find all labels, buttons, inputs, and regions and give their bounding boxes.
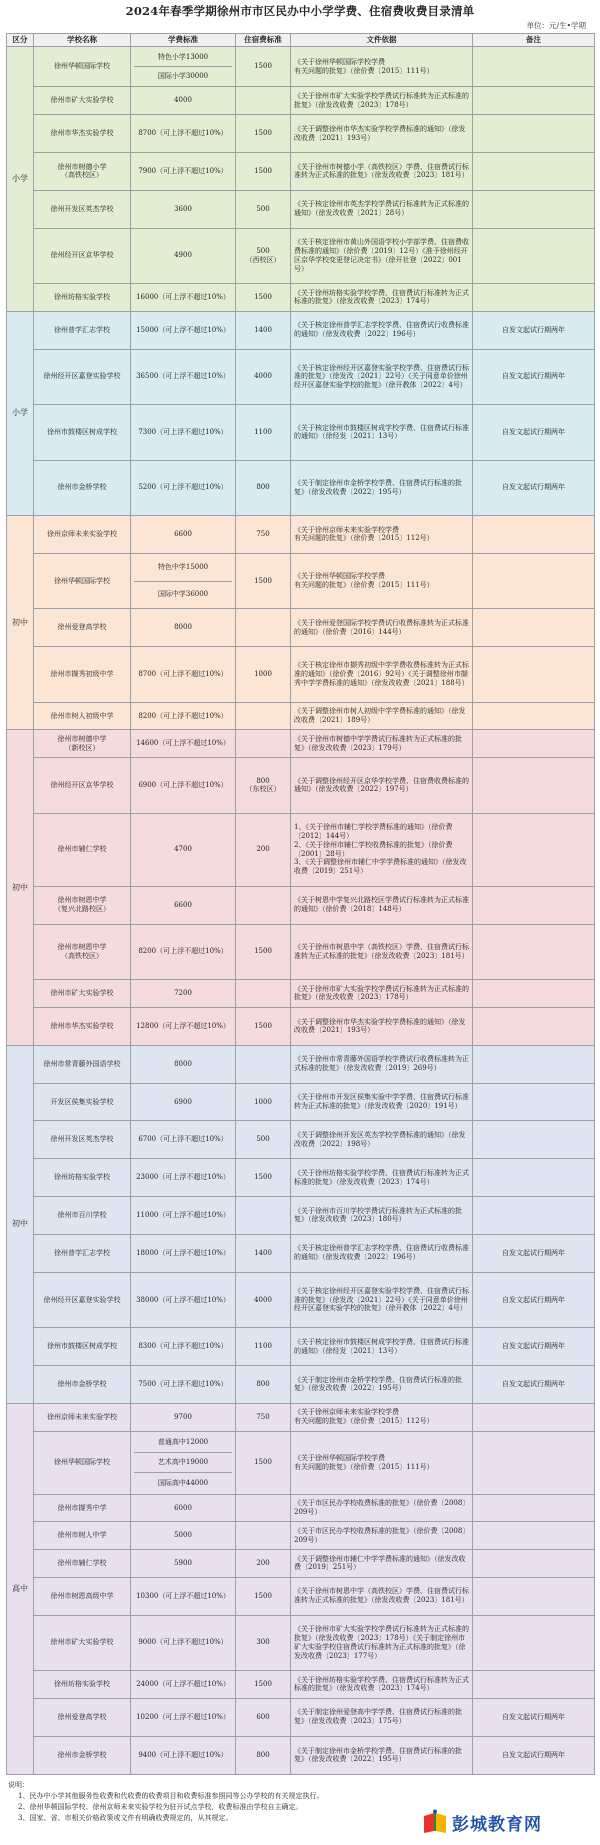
tuition-cell: 3600 [131, 190, 236, 228]
dorm-fee-cell [236, 980, 291, 1008]
school-name-cell: 徐州市华杰实验学校 [34, 115, 131, 153]
school-name-cell: 徐州经开区嘉登实验学校 [34, 1272, 131, 1327]
remark-cell [473, 516, 595, 554]
dorm-fee-cell [236, 886, 291, 924]
note-line: 1、民办中小学其他服务性收费和代收费的收费项目和收费标准参照同等公办学校的有关规定执行。 [18, 1791, 324, 1800]
school-name-cell: 徐州市金桥学校 [34, 1736, 131, 1774]
school-name-cell: 徐州经开区嘉登实验学校 [34, 349, 131, 404]
tuition-cell: 9700 [131, 1403, 236, 1431]
remark-cell: 自发文起试行期两年 [473, 1272, 595, 1327]
table-row [7, 1328, 595, 1366]
tuition-subitem: 国际小学30000 [157, 71, 209, 80]
tuition-cell: 8000 [131, 1045, 236, 1083]
header-school-name: 学校名称 [34, 34, 131, 47]
basis-cell: 《关于制定徐州市金桥学校学费、住宿费试行标准的批复》（徐发改收费〔2022〕195号） [291, 1365, 473, 1403]
level-cell: 小学 [7, 311, 34, 515]
remark-cell [473, 730, 595, 758]
tuition-cell: 8200（可上浮不超过10%） [131, 924, 236, 979]
remark-cell: 自发文起试行期两年 [473, 1365, 595, 1403]
dorm-fee-cell [236, 702, 291, 730]
table-row [7, 1234, 595, 1272]
table-row [7, 647, 595, 702]
basis-cell: 《关于徐州华顿国际学校学费 有关问题的批复》（徐价费〔2015〕111号） [291, 47, 473, 87]
basis-cell: 《关于徐州京师未来实验学校学费 有关问题的批复》（徐价费〔2015〕112号） [291, 1403, 473, 1431]
school-name-cell: 徐州市撷秀初级中学 [34, 647, 131, 702]
tuition-cell: 23000（可上浮不超过10%） [131, 1159, 236, 1197]
remark-cell [473, 924, 595, 979]
remark-cell: 自发文起试行期两年 [473, 1736, 595, 1774]
basis-cell: 《关于核定徐州市鼓楼区树成学校学费、住宿费试行标准的通知》（徐经发〔2021〕13号） [291, 1328, 473, 1366]
logo-text: 彭城教育网 [452, 1814, 542, 1835]
tuition-cell: 8000 [131, 609, 236, 647]
basis-cell: 《关于制定徐州市金桥学校学费、住宿费试行标准的批复》（徐发改收费〔2022〕195号） [291, 460, 473, 515]
table-row [7, 516, 595, 554]
dorm-fee-cell: 800 [236, 460, 291, 515]
basis-cell: 《关于徐州市树恩中学（高铁校区）学费、住宿费试行标准转为正式标准的批复》（徐发改收费〔2023〕181号） [291, 1577, 473, 1615]
tuition-subitem: 艺术高中19000 [134, 1453, 232, 1473]
basis-cell: 《关于核定徐州市英杰学校学费试行标准转为正式标准的通知》（徐发改收费〔2021〕28号） [291, 190, 473, 228]
tuition-cell: 6900（可上浮不超过10%） [131, 758, 236, 813]
table-row [7, 730, 595, 758]
tuition-cell: 5000 [131, 1522, 236, 1550]
tuition-cell: 7900（可上浮不超过10%） [131, 152, 236, 190]
tuition-cell [131, 1431, 236, 1494]
table-row [7, 553, 595, 608]
tuition-cell: 9000（可上浮不超过10%） [131, 1615, 236, 1670]
remark-cell [473, 228, 595, 283]
notes-title: 说明： [8, 1781, 29, 1789]
table-row [7, 1522, 595, 1550]
dorm-fee-cell: 1500 [236, 115, 291, 153]
school-name-cell: 徐州市树恩中学 （复兴北路校区） [34, 886, 131, 924]
tuition-cell: 10200（可上浮不超过10%） [131, 1698, 236, 1736]
basis-cell: 《关于市区民办学校收费标准的批复》（徐价费〔2008〕209号） [291, 1522, 473, 1550]
tuition-cell: 15000（可上浮不超过10%） [131, 311, 236, 349]
remark-cell [473, 1007, 595, 1045]
fee-table [6, 33, 595, 1775]
remark-cell [473, 87, 595, 115]
tuition-cell: 18000（可上浮不超过10%） [131, 1234, 236, 1272]
table-row [7, 1550, 595, 1578]
dorm-fee-cell: 4000 [236, 349, 291, 404]
basis-cell: 《关于调整徐州市华杰实验学校学费标准的通知》（徐发改收费〔2021〕193号） [291, 1007, 473, 1045]
table-row [7, 980, 595, 1008]
school-name-cell: 徐州市辅仁学校 [34, 813, 131, 886]
remark-cell [473, 980, 595, 1008]
dorm-fee-cell: 4000 [236, 1272, 291, 1327]
table-row [7, 813, 595, 886]
remark-cell [473, 1431, 595, 1494]
tuition-cell: 24000（可上浮不超过10%） [131, 1671, 236, 1699]
remark-cell [473, 152, 595, 190]
school-name-cell: 徐州京师未来实验学校 [34, 1403, 131, 1431]
school-name-cell: 徐州普学汇志学校 [34, 1234, 131, 1272]
remark-cell [473, 1494, 595, 1522]
dorm-fee-cell: 1500 [236, 284, 291, 312]
dorm-fee-cell: 1500 [236, 47, 291, 87]
dorm-fee-cell: 1500 [236, 1159, 291, 1197]
school-name-cell: 徐州坊格实验学校 [34, 1159, 131, 1197]
school-name-cell: 徐州爱登高学校 [34, 1698, 131, 1736]
remark-cell [473, 702, 595, 730]
remark-cell [473, 47, 595, 87]
remark-cell [473, 1159, 595, 1197]
school-name-cell: 徐州开发区英杰学校 [34, 1121, 131, 1159]
remark-cell: 自发文起试行期两年 [473, 349, 595, 404]
tuition-cell: 5200（可上浮不超过10%） [131, 460, 236, 515]
table-row [7, 1365, 595, 1403]
school-name-cell: 徐州市树人初级中学 [34, 702, 131, 730]
table-row [7, 190, 595, 228]
dorm-fee-cell: 1000 [236, 647, 291, 702]
tuition-cell: 10300（可上浮不超过10%） [131, 1577, 236, 1615]
tuition-cell: 8200（可上浮不超过10%） [131, 702, 236, 730]
remark-cell [473, 1121, 595, 1159]
dorm-fee-cell: 200 [236, 813, 291, 886]
school-name-cell: 徐州华顿国际学校 [34, 47, 131, 87]
remark-cell: 自发文起试行期两年 [473, 1328, 595, 1366]
table-row [7, 924, 595, 979]
tuition-cell: 4000 [131, 87, 236, 115]
basis-cell: 《关于徐州坊格实验学校学费、住宿费试行标准转为正式标准的批复》（徐发改收费〔2023〕174号） [291, 1159, 473, 1197]
school-name-cell: 徐州经开区京华学校 [34, 758, 131, 813]
basis-cell: 《关于核定徐州普学汇志学校学费、住宿费试行收费标准的通知》（徐发改收费〔2022〕196号） [291, 1234, 473, 1272]
school-name-cell: 徐州经开区京华学校 [34, 228, 131, 283]
table-row [7, 1403, 595, 1431]
table-row [7, 758, 595, 813]
school-name-cell: 徐州市矿大实验学校 [34, 980, 131, 1008]
basis-cell: 《关于徐州华顿国际学校学费 有关问题的批复》（徐价费〔2015〕111号） [291, 553, 473, 608]
school-name-cell: 徐州市树恩中学 （高铁校区） [34, 924, 131, 979]
basis-cell: 《关于调整徐州市树人初级中学学费标准的通知》（徐发改收费〔2021〕189号） [291, 702, 473, 730]
dorm-fee-cell [236, 1522, 291, 1550]
basis-cell: 《关于徐州市树恩中学（高铁校区）学费、住宿费试行标准转为正式标准的批复》（徐发改收费〔2023〕181号） [291, 924, 473, 979]
table-row [7, 1159, 595, 1197]
tuition-cell: 6000 [131, 1494, 236, 1522]
table-row [7, 405, 595, 460]
remark-cell [473, 758, 595, 813]
dorm-fee-cell [236, 1196, 291, 1234]
table-row [7, 1272, 595, 1327]
basis-cell: 《关于徐州市矿大实验学校学费试行标准转为正式标准的批复》（徐发改收费〔2023〕178号） [291, 980, 473, 1008]
dorm-fee-cell: 600 [236, 1698, 291, 1736]
school-name-cell: 徐州普学汇志学校 [34, 311, 131, 349]
basis-cell: 《关于核定徐州市撷秀初级中学学费收费标准转为正式标准的通知》（徐价费〔2016〕92号）《关于调整徐州市撷秀中学学费标准的通知》（徐发改收费〔2021〕188号） [291, 647, 473, 702]
dorm-fee-cell: 1500 [236, 1671, 291, 1699]
basis-cell: 《关于核定徐州经开区嘉登实验学校学费、住宿费试行标准的批复》（徐发改〔2021〕22号）《关于同意单价徐州经开区嘉登实验学校的批复》（徐开教体〔2022〕4号） [291, 1272, 473, 1327]
table-row [7, 228, 595, 283]
remark-cell [473, 1577, 595, 1615]
dorm-fee-cell: 750 [236, 1403, 291, 1431]
tuition-subitem: 国际高中44000 [157, 1478, 209, 1487]
table-row [7, 609, 595, 647]
remark-cell [473, 1615, 595, 1670]
tuition-cell: 16000（可上浮不超过10%） [131, 284, 236, 312]
table-row [7, 460, 595, 515]
basis-cell: 《关于制定徐州市金桥学校学费、住宿费试行标准的批复》（徐发改收费〔2022〕195号） [291, 1736, 473, 1774]
school-name-cell: 徐州市树恩高级中学 [34, 1577, 131, 1615]
school-name-cell: 徐州市华杰实验学校 [34, 1007, 131, 1045]
level-cell: 高中 [7, 1403, 34, 1774]
dorm-fee-cell: 1500 [236, 152, 291, 190]
dorm-fee-cell [236, 1045, 291, 1083]
dorm-fee-cell: 800 [236, 1736, 291, 1774]
dorm-fee-cell [236, 87, 291, 115]
tuition-cell: 8700（可上浮不超过10%） [131, 115, 236, 153]
remark-cell [473, 284, 595, 312]
table-row [7, 311, 595, 349]
table-row [7, 1615, 595, 1670]
header-tuition: 学费标准 [131, 34, 236, 47]
remark-cell [473, 1045, 595, 1083]
page-title: 2024年春季学期徐州市市区民办中小学学费、住宿费收费目录清单 [125, 4, 475, 18]
table-row [7, 349, 595, 404]
basis-cell: 《关于徐州爱登国际学校学费试行收费标准转为正式标准的通知》（徐价费〔2016〕144号） [291, 609, 473, 647]
school-name-cell: 徐州市常青藤外国语学校 [34, 1045, 131, 1083]
tuition-cell: 6700（可上浮不超过10%） [131, 1121, 236, 1159]
basis-cell: 《关于徐州市树德小学（高铁校区）学费、住宿费试行标准转为正式标准的批复》（徐发改收费〔2023〕181号） [291, 152, 473, 190]
tuition-cell: 12800（可上浮不超过10%） [131, 1007, 236, 1045]
school-name-cell: 徐州市辅仁学校 [34, 1550, 131, 1578]
remark-cell: 自发文起试行期两年 [473, 405, 595, 460]
remark-cell [473, 190, 595, 228]
tuition-cell: 7200 [131, 980, 236, 1008]
basis-cell: 《关于核定徐州市鼓楼区树成学校学费、住宿费试行标准的通知》（徐经发〔2021〕13号） [291, 405, 473, 460]
remark-cell [473, 1083, 595, 1121]
header-dorm-fee: 住宿费标准 [236, 34, 291, 47]
table-row [7, 886, 595, 924]
level-cell: 小学 [7, 47, 34, 312]
basis-cell: 《关于制定徐州爱登高中学学费、住宿费试行标准的批复》（徐发改收费〔2023〕175号） [291, 1698, 473, 1736]
school-name-cell: 徐州市金桥学校 [34, 1365, 131, 1403]
dorm-fee-cell: 800 （东校区） [236, 758, 291, 813]
dorm-fee-cell [236, 609, 291, 647]
basis-cell: 《关于徐州京师未来实验学校学费 有关问题的批复》（徐价费〔2015〕112号） [291, 516, 473, 554]
table-row [7, 1698, 595, 1736]
tuition-subitem: 特色中学15000 [134, 555, 232, 582]
school-name-cell: 徐州市树德中学 （新校区） [34, 730, 131, 758]
basis-cell: 1、《关于徐州市辅仁学校学费标准的通知》（徐价费〔2012〕144号） 2、《关于徐州市辅仁学校收费标准的批复》（徐价费〔2001〕28号） 3、《关于调整徐州市辅仁中学学费标准的通知》（徐发改收费〔2019〕251号） [291, 813, 473, 886]
basis-cell: 《关于徐州市开发区侯集实验中学学费、住宿费试行标准转为正式标准的批复》（徐发改收费〔2020〕191号） [291, 1083, 473, 1121]
dorm-fee-cell: 1400 [236, 311, 291, 349]
school-name-cell: 徐州市矿大实验学校 [34, 1615, 131, 1670]
tuition-cell: 5900 [131, 1550, 236, 1578]
remark-cell [473, 609, 595, 647]
remark-cell [473, 813, 595, 886]
unit-label: 单位：元/生•学期 [526, 21, 586, 30]
school-name-cell: 徐州爱登高学校 [34, 609, 131, 647]
table-row [7, 1736, 595, 1774]
basis-cell: 《关于核定徐州市黄山外国语学校小学部学费、住宿费收费标准的通知》（徐价费〔2019〕12号）《准予徐州经开区京华学校变更登记决定书》（徐开社登〔2022〕001号） [291, 228, 473, 283]
tuition-cell: 11000（可上浮不超过10%） [131, 1196, 236, 1234]
dorm-fee-cell [236, 1494, 291, 1522]
book-logo-icon [422, 1809, 448, 1835]
remark-cell [473, 553, 595, 608]
note-line: 2、徐州华顿国际学校、徐州京师未来实验学校为驻开试点学校，收费标准由学校自主确定。 [18, 1802, 303, 1811]
table-row [7, 1007, 595, 1045]
level-cell: 初中 [7, 1045, 34, 1403]
header-level: 区分 [7, 34, 34, 47]
dorm-fee-cell [236, 730, 291, 758]
tuition-cell [131, 553, 236, 608]
tuition-cell: 8300（可上浮不超过10%） [131, 1328, 236, 1366]
basis-cell: 《关于调整徐州市华杰实验学校学费标准的通知》（徐发改收费〔2021〕193号） [291, 115, 473, 153]
tuition-cell: 4900 [131, 228, 236, 283]
table-row [7, 1431, 595, 1494]
dorm-fee-cell: 200 [236, 1550, 291, 1578]
table-row [7, 47, 595, 87]
basis-cell: 《关于徐州市树德中学学费试行标准转为正式标准的批复》（徐发改收费〔2023〕179号） [291, 730, 473, 758]
level-cell: 初中 [7, 516, 34, 730]
remark-cell: 自发文起试行期两年 [473, 460, 595, 515]
table-row [7, 152, 595, 190]
tuition-cell: 9400（可上浮不超过10%） [131, 1736, 236, 1774]
basis-cell: 《关于徐州坊格实验学校学费、住宿费试行标准转为正式标准的批复》（徐发改收费〔2023〕174号） [291, 1671, 473, 1699]
school-name-cell: 徐州坊格实验学校 [34, 1671, 131, 1699]
tuition-cell: 7500（可上浮不超过10%） [131, 1365, 236, 1403]
remark-cell [473, 1196, 595, 1234]
basis-cell: 《关于市区民办学校收费标准的批复》（徐价费〔2008〕209号） [291, 1494, 473, 1522]
table-row [7, 1045, 595, 1083]
basis-cell: 《关于树恩中学复兴北路校区学费试行标准转为正式标准的通知》（徐价费〔2018〕148号） [291, 886, 473, 924]
dorm-fee-cell: 800 [236, 1365, 291, 1403]
school-name-cell: 徐州市鼓楼区树成学校 [34, 405, 131, 460]
basis-cell: 《关于调整徐州市辅仁中学学费标准的通知》（徐发改收费〔2019〕251号） [291, 1550, 473, 1578]
table-row [7, 1577, 595, 1615]
table-row [7, 1671, 595, 1699]
table-row [7, 1121, 595, 1159]
tuition-cell: 14600（可上浮不超过10%） [131, 730, 236, 758]
table-row [7, 115, 595, 153]
dorm-fee-cell: 750 [236, 516, 291, 554]
tuition-subitem: 特色小学13000 [134, 48, 232, 67]
basis-cell: 《关于徐州市矿大实验学校学费试行标准转为正式标准的批复》（徐发改收费〔2023〕178号）《关于制定徐州市矿大实验学校住宿费试行标准转为正式标准的批复》（徐发改收费〔2023〕177号） [291, 1615, 473, 1670]
dorm-fee-cell: 1100 [236, 405, 291, 460]
dorm-fee-cell: 300 [236, 1615, 291, 1670]
school-name-cell: 徐州市矿大实验学校 [34, 87, 131, 115]
basis-cell: 《关于徐州市矿大实验学校学费试行标准转为正式标准的批复》（徐发改收费〔2023〕178号） [291, 87, 473, 115]
notes-section [8, 1780, 488, 1823]
tuition-cell: 6600 [131, 516, 236, 554]
basis-cell: 《关于调整徐州开发区英杰学校学费标准的通知》（徐发改收费〔2022〕198号） [291, 1121, 473, 1159]
school-name-cell: 开发区侯集实验学校 [34, 1083, 131, 1121]
table-row [7, 702, 595, 730]
basis-cell: 《关于调整徐州经开区京华学校学费、住宿费收费标准的通知》（徐发改收费〔2022〕197号） [291, 758, 473, 813]
basis-cell: 《关于核定徐州普学汇志学校学费、住宿费试行收费标准的通知》（徐发改收费〔2022〕196号） [291, 311, 473, 349]
tuition-subitem: 普通高中12000 [134, 1433, 232, 1453]
school-name-cell: 徐州市撷秀中学 [34, 1494, 131, 1522]
dorm-fee-cell: 1500 [236, 1007, 291, 1045]
dorm-fee-cell: 1500 [236, 1431, 291, 1494]
remark-cell [473, 115, 595, 153]
school-name-cell: 徐州华顿国际学校 [34, 1431, 131, 1494]
remark-cell [473, 1671, 595, 1699]
basis-cell: 《关于核定徐州经开区嘉登实验学校学费、住宿费试行标准的批复》（徐发改〔2021〕22号）《关于同意单价徐州经开区嘉登实验学校的批复》（徐开教体〔2022〕4号） [291, 349, 473, 404]
header-basis: 文件依据 [291, 34, 473, 47]
basis-cell: 《关于徐州华顿国际学校学费 有关问题的批复》（徐价费〔2015〕111号） [291, 1431, 473, 1494]
remark-cell [473, 1403, 595, 1431]
school-name-cell: 徐州市鼓楼区树成学校 [34, 1328, 131, 1366]
remark-cell [473, 1522, 595, 1550]
tuition-cell: 6600 [131, 886, 236, 924]
school-name-cell: 徐州开发区英杰学校 [34, 190, 131, 228]
school-name-cell: 徐州京师未来实验学校 [34, 516, 131, 554]
school-name-cell: 徐州华顿国际学校 [34, 553, 131, 608]
dorm-fee-cell: 500 [236, 190, 291, 228]
level-cell: 初中 [7, 730, 34, 1045]
remark-cell: 自发文起试行期两年 [473, 311, 595, 349]
school-name-cell: 徐州市金桥学校 [34, 460, 131, 515]
basis-cell: 《关于徐州市常青藤外国语学校学费试行收费标准转为正式标准的批复》（徐发改收费〔2019〕269号） [291, 1045, 473, 1083]
dorm-fee-cell: 500 （西校区） [236, 228, 291, 283]
table-row [7, 1494, 595, 1522]
school-name-cell: 徐州市树人中学 [34, 1522, 131, 1550]
remark-cell [473, 886, 595, 924]
tuition-cell: 8700（可上浮不超过10%） [131, 647, 236, 702]
remark-cell: 自发文起试行期两年 [473, 1698, 595, 1736]
site-logo [422, 1809, 542, 1835]
dorm-fee-cell: 1400 [236, 1234, 291, 1272]
basis-cell: 《关于徐州坊格实验学校学费、住宿费试行标准转为正式标准的批复》（徐发改收费〔2023〕174号） [291, 284, 473, 312]
school-name-cell: 徐州市树德小学 （高铁校区） [34, 152, 131, 190]
remark-cell [473, 1550, 595, 1578]
remark-cell [473, 647, 595, 702]
tuition-cell: 4700 [131, 813, 236, 886]
note-line: 3、国家、省、市相关价格政策或文件有明确收费规定的，从其规定。 [18, 1813, 233, 1822]
header-remark: 备注 [473, 34, 595, 47]
table-row [7, 1196, 595, 1234]
table-row [7, 87, 595, 115]
tuition-cell [131, 47, 236, 87]
tuition-cell: 38000（可上浮不超过10%） [131, 1272, 236, 1327]
remark-cell: 自发文起试行期两年 [473, 1234, 595, 1272]
tuition-cell: 6900 [131, 1083, 236, 1121]
dorm-fee-cell: 1000 [236, 1083, 291, 1121]
dorm-fee-cell: 1500 [236, 1577, 291, 1615]
table-row [7, 284, 595, 312]
tuition-cell: 7300（可上浮不超过10%） [131, 405, 236, 460]
table-row [7, 1083, 595, 1121]
dorm-fee-cell: 1100 [236, 1328, 291, 1366]
school-name-cell: 徐州坊格实验学校 [34, 284, 131, 312]
dorm-fee-cell: 1500 [236, 924, 291, 979]
dorm-fee-cell: 1500 [236, 553, 291, 608]
school-name-cell: 徐州市百川学校 [34, 1196, 131, 1234]
tuition-cell: 36500（可上浮不超过10%） [131, 349, 236, 404]
basis-cell: 《关于徐州市百川学校学费试行标准转为正式标准的批复》（徐发改收费〔2023〕180号） [291, 1196, 473, 1234]
dorm-fee-cell: 500 [236, 1121, 291, 1159]
header-row [7, 34, 595, 47]
tuition-subitem: 国际中学36000 [157, 590, 209, 599]
